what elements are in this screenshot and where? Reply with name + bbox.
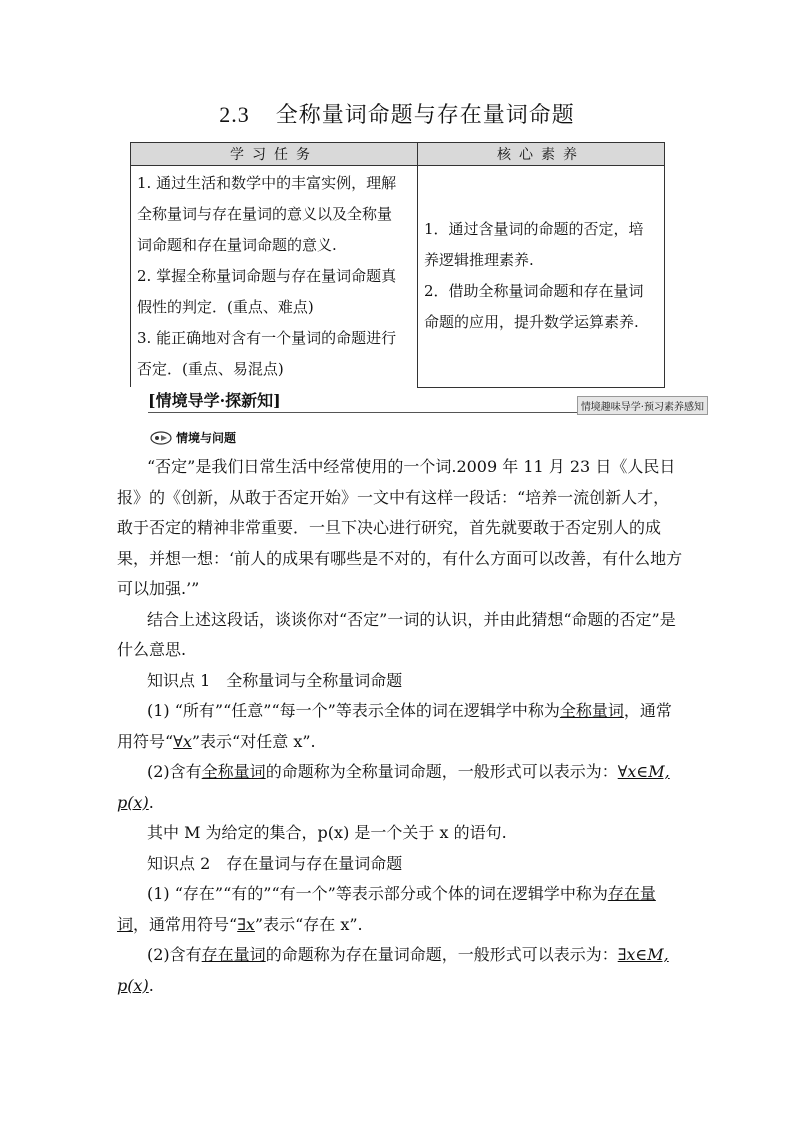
blank-answer: ∃x	[237, 914, 255, 934]
section-title: [情境导学·探新知]	[148, 391, 281, 410]
table-head-literacy: 核心素养	[418, 143, 665, 166]
task-line: 1. 通过生活和数学中的丰富实例，理解	[137, 174, 397, 192]
page-title	[0, 98, 794, 129]
kp2-item-1: (1) “存在”“有的”“有一个”等表示部分或个体的词在逻辑学中称为存在量词，通常用符号“∃x”表示“存在 x”.	[117, 884, 656, 934]
section-header	[148, 388, 708, 413]
tasks-cell	[131, 166, 418, 388]
title-text: 全称量词命题与存在量词命题	[275, 103, 575, 128]
body-text	[117, 452, 685, 1001]
scenario-paragraph: “否定”是我们日常生活中经常使用的一个词.2009 年 11 月 23 日《人民日报》的《创新，从敢于否定开始》一文中有这样一段话：“培养一流创新人才，敢于否定的精神非常重要．一旦下决心进行研究，首先就要敢于否定别人的成果，并想一想：‘前人的成果有哪些是不对的，有什么方面可以改善，有什么地方可以加强.’”	[117, 457, 683, 598]
section-number: 2.3	[219, 102, 250, 127]
blank-answer: 存在量词	[117, 884, 656, 934]
task-line: 2. 掌握全称量词命题与存在量词命题真	[137, 267, 397, 285]
subheading-text: 情境与问题	[176, 431, 237, 445]
knowledge-point-1-heading: 知识点 1 全称量词与全称量词命题	[147, 670, 403, 690]
task-line: 3. 能正确地对含有一个量词的命题进行	[137, 329, 397, 347]
kp2-item-2: (2)含有存在量词的命题称为存在量词命题，一般形式可以表示为：∃x∈M, p(x).	[117, 945, 669, 995]
kp1-note: 其中 M 为给定的集合，p(x) 是一个关于 x 的语句.	[147, 823, 507, 842]
blank-answer: 全称量词	[559, 701, 624, 720]
blank-answer: 全称量词	[201, 762, 266, 781]
literacy-line: 命题的应用，提升数学运算素养.	[424, 313, 639, 332]
knowledge-point-2-heading: 知识点 2 存在量词与存在量词命题	[147, 853, 403, 873]
task-line: 词命题和存在量词命题的意义.	[137, 236, 337, 254]
kp1-item-1: (1) “所有”“任意”“每一个”等表示全体的词在逻辑学中称为全称量词，通常用符号“∀x”表示“对任意 x”.	[117, 701, 672, 751]
section-tag: 情境趣味导学·预习素养感知	[577, 396, 708, 415]
scenario-icon	[150, 431, 172, 445]
task-table	[130, 142, 665, 388]
blank-answer: ∀x∈M, p(x)	[117, 762, 670, 812]
blank-answer: ∃x∈M, p(x)	[117, 945, 669, 995]
literacy-line: 2．借助全称量词命题和存在量词	[424, 282, 644, 301]
task-line: 全称量词与存在量词的意义以及全称量	[137, 205, 393, 223]
kp1-item-2: (2)含有全称量词的命题称为全称量词命题，一般形式可以表示为：∀x∈M, p(x).	[117, 762, 670, 812]
blank-answer: ∀x	[173, 731, 192, 751]
blank-answer: 存在量词	[201, 945, 266, 964]
question-paragraph: 结合上述这段话，谈谈你对“否定”一词的认识，并由此猜想“命题的否定”是什么意思.	[117, 609, 676, 659]
task-line: 假性的判定．(重点、难点)	[137, 298, 314, 316]
literacy-cell	[418, 166, 665, 388]
subheading	[150, 429, 236, 446]
literacy-line: 养逻辑推理素养.	[424, 251, 534, 270]
table-head-tasks: 学习任务	[131, 143, 418, 166]
task-line: 否定．(重点、易混点)	[137, 360, 284, 378]
literacy-line: 1．通过含量词的命题的否定，培	[424, 220, 644, 239]
